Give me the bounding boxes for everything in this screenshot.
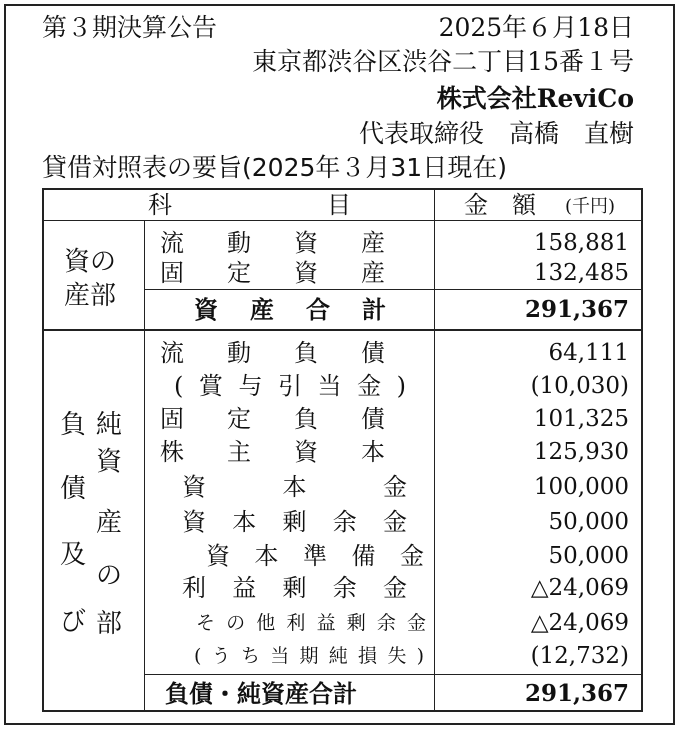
company-address: 東京都渋谷区渋谷二丁目15番１号 [252, 47, 634, 76]
assets-total-label: 資産合計 [194, 295, 386, 324]
liab-section-char: 負 [60, 410, 87, 440]
assets-section-label-2: 産部 [64, 281, 117, 311]
row-label: その他利益剰余金 [196, 612, 426, 634]
liab-section-char: 産 [96, 508, 123, 538]
liab-section-char: 債 [60, 474, 87, 504]
row-label: 資本金 [182, 473, 407, 501]
liab-section-char: 純 [96, 410, 123, 440]
row-label: 資本準備金 [206, 542, 424, 570]
section-divider [144, 220, 145, 712]
row-value: △24,069 [530, 610, 629, 636]
statement-title: 貸借対照表の要旨(2025年３月31日現在) [42, 153, 507, 182]
assets-subtotal-rule [144, 289, 641, 290]
row-value: 158,881 [533, 230, 629, 256]
row-label: 流動負債 [160, 339, 385, 367]
header-unit: (千円) [565, 196, 616, 217]
company-name: 株式会社ReviCo [436, 84, 634, 113]
liab-section-char: の [96, 561, 123, 591]
assets-section-label-1: 資の [64, 247, 117, 277]
amount-divider [434, 190, 435, 712]
row-value: (10,030) [530, 373, 629, 399]
row-label: 資本剰余金 [182, 508, 407, 536]
header-rule [44, 220, 641, 221]
notice-title: 第３期決算公告 [42, 13, 218, 42]
row-label: 固定資産 [160, 259, 385, 287]
row-value: △24,069 [530, 575, 629, 601]
row-value: 64,111 [548, 340, 629, 366]
liab-section-char: 資 [96, 447, 123, 477]
liab-section-char: び [60, 607, 87, 637]
row-value: 125,930 [533, 439, 629, 465]
liab-total-rule [144, 674, 641, 675]
liab-section-char: 及 [60, 540, 87, 570]
row-value: 50,000 [548, 543, 629, 569]
row-label: 株主資本 [160, 438, 385, 466]
row-label: 流動資産 [160, 229, 385, 257]
representative-name: 代表取締役 高橋 直樹 [358, 119, 634, 148]
row-label: 固定負債 [160, 405, 385, 433]
header-amount: 金 額 [464, 191, 536, 219]
assets-total-value: 291,367 [524, 296, 629, 323]
row-value: 100,000 [533, 474, 629, 500]
row-value: 132,485 [533, 260, 629, 286]
notice-date: 2025年６月18日 [438, 13, 634, 42]
balance-sheet-table [42, 188, 643, 712]
liab-total-label: 負債・純資産合計 [165, 680, 357, 708]
liab-total-value: 291,367 [524, 680, 629, 707]
liab-section-char: 部 [96, 609, 123, 639]
assets-section-rule [44, 329, 641, 331]
row-value: (12,732) [530, 643, 629, 669]
row-label: 利益剰余金 [182, 574, 407, 602]
header-subject-1: 科 [148, 191, 172, 219]
row-value: 101,325 [533, 406, 629, 432]
row-label: (うち当期純損失) [194, 645, 424, 667]
row-value: 50,000 [548, 509, 629, 535]
header-subject-2: 目 [327, 191, 351, 219]
row-label: (賞与引当金) [174, 372, 406, 400]
